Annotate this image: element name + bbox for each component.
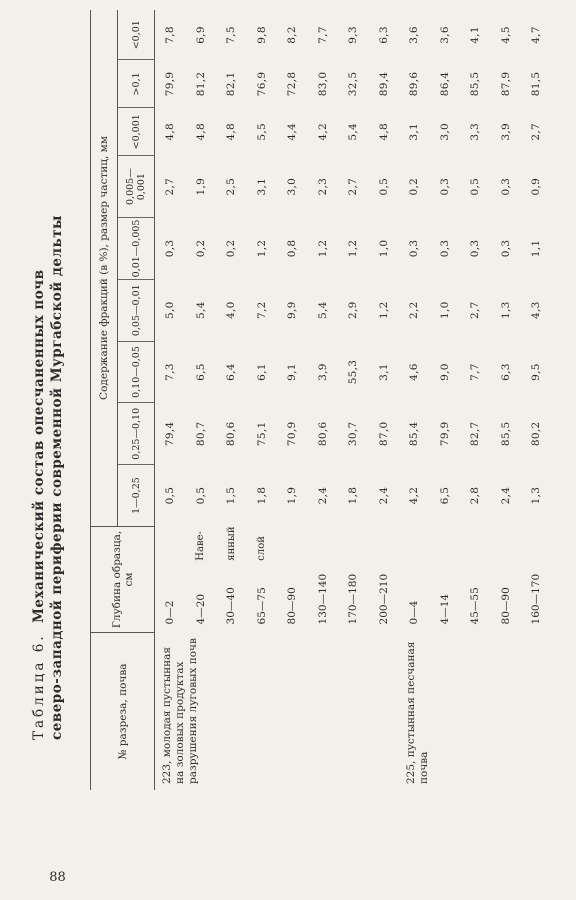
value-cell: 0,5 [194,486,207,505]
value-cell: 0,2 [408,177,421,196]
value-cell: 30,7 [347,421,360,447]
depth-cell: 80—90 [499,587,512,625]
note-cell [460,526,491,562]
header-soil: № разреза, почва [91,632,155,790]
value-cell: 1,3 [530,486,543,505]
value-cell: 4,2 [408,486,421,505]
value-cell: 3,1 [377,363,390,381]
value-cell: 81,2 [194,71,207,97]
value-cell: 4,0 [225,301,238,320]
header-fraction: <0,001 [118,108,155,156]
value-cell: 1,8 [255,486,268,505]
value-cell: 79,9 [164,71,177,97]
note-cell [338,526,369,562]
header-fraction: 0,25—0,10 [118,403,155,465]
value-cell: 80,6 [316,421,329,447]
note-cell [399,526,430,562]
note-cell [155,526,186,562]
value-cell: 0,9 [530,177,543,196]
value-cell: 0,5 [377,177,390,196]
value-cell: 80,7 [194,421,207,447]
value-cell: 1,2 [255,239,268,258]
value-cell: 5,4 [347,122,360,141]
header-depth: Глубина образца, см [91,526,155,632]
value-cell: 82,1 [225,71,238,97]
value-cell: 0,8 [286,239,299,258]
value-cell: 6,4 [225,363,238,381]
value-cell: 4,8 [164,122,177,141]
value-cell: 79,4 [164,421,177,447]
value-cell: 1,9 [194,177,207,196]
depth-cell: 0—4 [408,600,421,625]
value-cell: 4,8 [194,122,207,141]
page-number: 88 [49,870,66,886]
value-cell: 4,7 [530,26,543,44]
note-cell [277,526,308,562]
caption-title-1: Механический состав опесчаненных почв [31,269,47,624]
note-cell: Наве- [195,531,207,561]
caption-line-1 [30,20,48,740]
value-cell: 7,7 [316,26,329,44]
depth-cell: 30—40 [225,587,238,625]
value-cell: 80,6 [225,421,238,447]
value-cell: 0,3 [469,239,482,258]
value-cell: 55,3 [347,359,360,385]
header-fraction: 0,01—0,005 [118,218,155,280]
value-cell: 5,5 [255,122,268,141]
value-cell: 1,2 [316,239,329,258]
depth-cell: 170—180 [347,573,360,625]
header-fractions-group: Содержание фракций (в %), размер частиц, мм [91,10,118,526]
depth-cell: 0—2 [164,600,177,625]
value-cell: 3,9 [316,363,329,381]
value-cell: 85,5 [499,421,512,447]
table-row [399,10,430,790]
value-cell: 7,7 [469,363,482,381]
value-cell: 8,2 [286,26,299,44]
value-cell: 5,0 [164,301,177,320]
soil-name: 225, пустынная песчаная почва [405,641,430,784]
value-cell: 0,2 [194,239,207,258]
header-fraction: 0,10—0,05 [118,341,155,403]
value-cell: 89,4 [377,71,390,97]
value-cell: 3,9 [499,122,512,141]
value-cell: 4,8 [225,122,238,141]
value-cell: 3,1 [408,122,421,141]
note-cell [491,526,522,562]
value-cell: 7,5 [225,26,238,44]
value-cell: 6,3 [499,363,512,381]
value-cell: 1,1 [530,239,543,258]
value-cell: 85,4 [408,421,421,447]
depth-cell: 45—55 [469,587,482,625]
value-cell: 9,0 [438,363,451,381]
note-cell [308,526,339,562]
caption-line-2 [48,20,66,740]
table-row [155,10,186,790]
caption-title-2: северо-западной периферии современной Мургабской дельты [49,214,65,740]
value-cell: 1,5 [225,486,238,505]
value-cell: 9,1 [286,363,299,381]
depth-cell: 80—90 [286,587,299,625]
value-cell: 9,3 [347,26,360,44]
value-cell: 6,5 [194,363,207,381]
value-cell: 0,3 [499,177,512,196]
value-cell: 2,5 [225,177,238,196]
value-cell: 4,1 [469,26,482,44]
value-cell: 2,4 [316,486,329,505]
value-cell: 0,5 [469,177,482,196]
value-cell: 81,5 [530,71,543,97]
value-cell: 2,4 [499,486,512,505]
value-cell: 2,3 [316,177,329,196]
value-cell: 2,7 [164,177,177,196]
value-cell: 3,1 [255,177,268,196]
depth-cell: 4—14 [438,593,451,625]
value-cell: 2,7 [347,177,360,196]
value-cell: 87,0 [377,421,390,447]
value-cell: 7,8 [164,26,177,44]
value-cell: 9,9 [286,301,299,320]
table-body [155,10,552,790]
value-cell: 82,7 [469,421,482,447]
value-cell: 1,0 [377,239,390,258]
depth-cell: 4—20 [194,593,207,625]
table-label: Таблица 6. [31,633,47,740]
value-cell: 80,2 [530,421,543,447]
value-cell: 7,2 [255,301,268,320]
value-cell: 4,6 [408,363,421,381]
value-cell: 7,3 [164,363,177,381]
value-cell: 4,3 [530,301,543,320]
value-cell: 70,9 [286,421,299,447]
value-cell: 0,3 [438,239,451,258]
value-cell: 72,8 [286,71,299,97]
value-cell: 6,1 [255,363,268,381]
value-cell: 0,3 [408,239,421,258]
note-cell [369,526,400,562]
value-cell: 1,0 [438,301,451,320]
value-cell: 2,7 [469,301,482,320]
value-cell: 3,0 [438,122,451,141]
value-cell: 3,0 [286,177,299,196]
value-cell: 1,3 [499,301,512,320]
value-cell: 0,2 [225,239,238,258]
value-cell: 9,8 [255,26,268,44]
value-cell: 0,3 [164,239,177,258]
table-caption [30,20,66,740]
value-cell: 2,7 [530,122,543,141]
value-cell: 4,2 [316,122,329,141]
value-cell: 0,3 [438,177,451,196]
value-cell: 3,3 [469,122,482,141]
soil-name: 223, молодая пустынная на золовых продуктах разрушения луговых почв [161,638,199,784]
value-cell: 2,8 [469,486,482,505]
header-fraction: <0,01 [130,20,142,50]
note-cell [430,526,461,562]
value-cell: 1,8 [347,486,360,505]
value-cell: 3,6 [438,26,451,44]
value-cell: 32,5 [347,71,360,97]
header-fraction: 0,005—0,001 [118,156,155,218]
value-cell: 1,9 [286,486,299,505]
note-cell [521,526,552,562]
value-cell: 6,3 [377,26,390,44]
value-cell: 86,4 [438,71,451,97]
header-fraction: >0,1 [118,60,155,108]
value-cell: 2,9 [347,301,360,320]
value-cell: 79,9 [438,421,451,447]
value-cell: 89,6 [408,71,421,97]
value-cell: 6,5 [438,486,451,505]
value-cell: 75,1 [255,421,268,447]
value-cell: 0,3 [499,239,512,258]
value-cell: 76,9 [255,71,268,97]
note-cell: слой [256,536,268,561]
value-cell: 5,4 [316,301,329,320]
value-cell: 3,6 [408,26,421,44]
depth-cell: 65—75 [255,587,268,625]
value-cell: 2,2 [408,301,421,320]
soil-composition-table [90,10,552,790]
value-cell: 4,5 [499,26,512,44]
value-cell: 1,2 [377,301,390,320]
header-fraction: 1—0,25 [118,465,155,527]
note-cell: янный [225,526,237,561]
value-cell: 2,4 [377,486,390,505]
depth-cell: 160—170 [530,573,543,625]
value-cell: 0,5 [164,486,177,505]
value-cell: 9,5 [530,363,543,381]
value-cell: 87,9 [499,71,512,97]
depth-cell: 130—140 [316,573,329,625]
value-cell: 4,4 [286,122,299,141]
value-cell: 83,0 [316,71,329,97]
value-cell: 6,9 [194,26,207,44]
value-cell: 4,8 [377,122,390,141]
value-cell: 5,4 [194,301,207,320]
depth-cell: 200—210 [377,573,390,625]
value-cell: 1,2 [347,239,360,258]
value-cell: 85,5 [469,71,482,97]
header-fraction: 0,05—0,01 [118,279,155,341]
